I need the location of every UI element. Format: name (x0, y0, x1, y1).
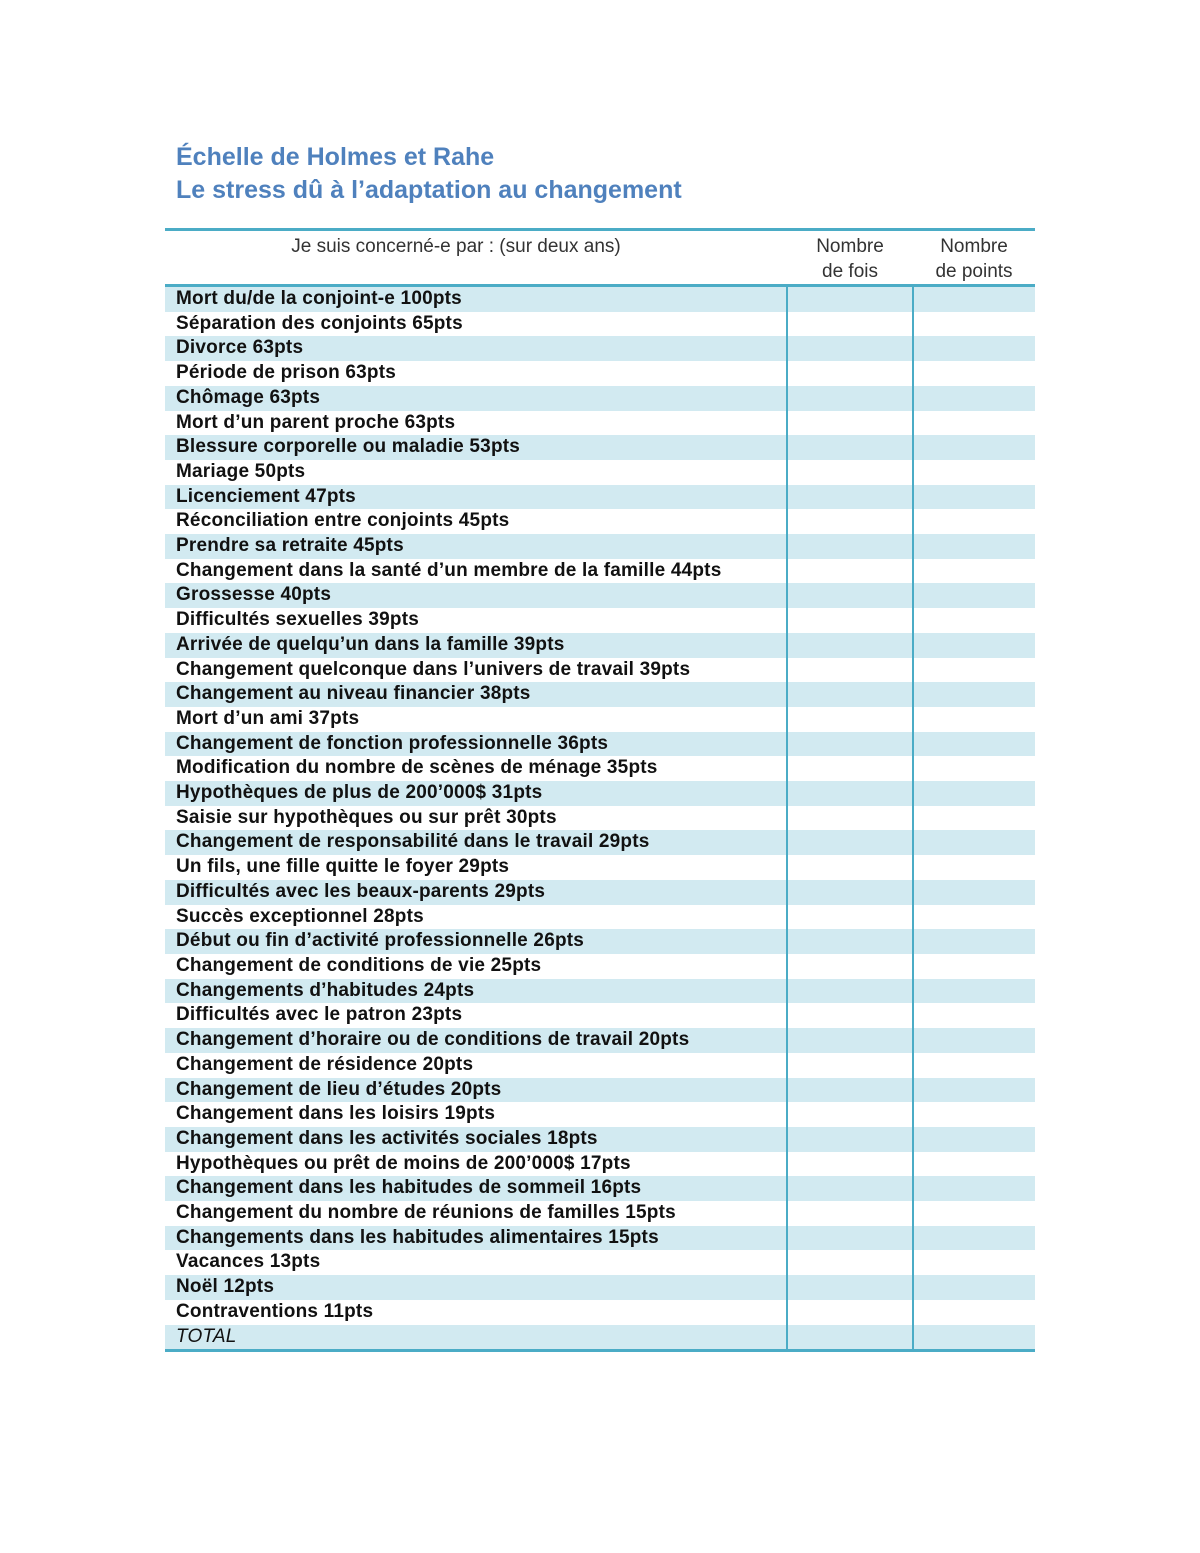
count-cell[interactable] (787, 534, 913, 559)
table-row (165, 312, 1035, 337)
table-row (165, 1275, 1035, 1300)
table-row (165, 286, 1035, 312)
points-cell[interactable] (913, 682, 1035, 707)
count-cell[interactable] (787, 435, 913, 460)
count-cell[interactable] (787, 1300, 913, 1325)
event-label: Changement au niveau financier 38pts (165, 682, 787, 707)
count-cell[interactable] (787, 559, 913, 584)
points-cell[interactable] (913, 1201, 1035, 1226)
table-row (165, 460, 1035, 485)
points-cell[interactable] (913, 1102, 1035, 1127)
table-row (165, 979, 1035, 1004)
event-label: Un fils, une fille quitte le foyer 29pts (165, 855, 787, 880)
table-row (165, 1078, 1035, 1103)
points-cell[interactable] (913, 435, 1035, 460)
points-cell[interactable] (913, 534, 1035, 559)
stress-scale-table (165, 228, 1035, 1352)
table-row (165, 830, 1035, 855)
count-cell[interactable] (787, 608, 913, 633)
event-label: Changement dans la santé d’un membre de la famille 44pts (165, 559, 787, 584)
count-cell[interactable] (787, 485, 913, 510)
header-points (913, 230, 1035, 286)
event-label: Vacances 13pts (165, 1250, 787, 1275)
count-cell[interactable] (787, 509, 913, 534)
points-cell[interactable] (913, 336, 1035, 361)
event-label: Changement de fonction professionnelle 36pts (165, 732, 787, 757)
count-cell[interactable] (787, 312, 913, 337)
count-cell[interactable] (787, 929, 913, 954)
total-row (165, 1325, 1035, 1351)
table-row (165, 386, 1035, 411)
table-row (165, 411, 1035, 436)
event-label: Arrivée de quelqu’un dans la famille 39pts (165, 633, 787, 658)
total-count-cell[interactable] (787, 1325, 913, 1351)
count-cell[interactable] (787, 1078, 913, 1103)
points-cell[interactable] (913, 411, 1035, 436)
event-label: Changement de conditions de vie 25pts (165, 954, 787, 979)
points-cell[interactable] (913, 707, 1035, 732)
table-row (165, 485, 1035, 510)
event-label: Succès exceptionnel 28pts (165, 905, 787, 930)
table-row (165, 435, 1035, 460)
table-row (165, 1201, 1035, 1226)
count-cell[interactable] (787, 1102, 913, 1127)
header-count-line-1: Nombre (816, 236, 884, 257)
points-cell[interactable] (913, 1053, 1035, 1078)
count-cell[interactable] (787, 880, 913, 905)
table-row (165, 1028, 1035, 1053)
points-cell[interactable] (913, 954, 1035, 979)
points-cell[interactable] (913, 583, 1035, 608)
points-cell[interactable] (913, 559, 1035, 584)
points-cell[interactable] (913, 608, 1035, 633)
table-row (165, 905, 1035, 930)
table-row (165, 361, 1035, 386)
table-row (165, 608, 1035, 633)
event-label: Début ou fin d’activité professionnelle 26pts (165, 929, 787, 954)
event-label: Changement de résidence 20pts (165, 1053, 787, 1078)
count-cell[interactable] (787, 1127, 913, 1152)
points-cell[interactable] (913, 1127, 1035, 1152)
event-label: Difficultés avec les beaux-parents 29pts (165, 880, 787, 905)
table-row (165, 707, 1035, 732)
count-cell[interactable] (787, 286, 913, 312)
points-cell[interactable] (913, 929, 1035, 954)
table-row (165, 954, 1035, 979)
table-row (165, 1176, 1035, 1201)
points-cell[interactable] (913, 855, 1035, 880)
table-row (165, 1250, 1035, 1275)
table-row (165, 534, 1035, 559)
header-count (787, 230, 913, 286)
count-cell[interactable] (787, 1226, 913, 1251)
event-label: Prendre sa retraite 45pts (165, 534, 787, 559)
count-cell[interactable] (787, 954, 913, 979)
points-cell[interactable] (913, 485, 1035, 510)
count-cell[interactable] (787, 1053, 913, 1078)
table-row (165, 583, 1035, 608)
table-row (165, 1300, 1035, 1325)
count-cell[interactable] (787, 658, 913, 683)
table-row (165, 658, 1035, 683)
table-row (165, 682, 1035, 707)
event-label: Difficultés avec le patron 23pts (165, 1003, 787, 1028)
event-label: Divorce 63pts (165, 336, 787, 361)
header-count-line-2: de fois (822, 261, 878, 282)
points-cell[interactable] (913, 286, 1035, 312)
count-cell[interactable] (787, 855, 913, 880)
count-cell[interactable] (787, 361, 913, 386)
points-cell[interactable] (913, 756, 1035, 781)
points-cell[interactable] (913, 1275, 1035, 1300)
header-event: Je suis concerné-e par : (sur deux ans) (165, 230, 787, 286)
event-label: Noël 12pts (165, 1275, 787, 1300)
points-cell[interactable] (913, 905, 1035, 930)
points-cell[interactable] (913, 312, 1035, 337)
count-cell[interactable] (787, 460, 913, 485)
count-cell[interactable] (787, 1152, 913, 1177)
header-points-line-1: Nombre (940, 236, 1008, 257)
points-cell[interactable] (913, 1003, 1035, 1028)
points-cell[interactable] (913, 781, 1035, 806)
count-cell[interactable] (787, 633, 913, 658)
event-label: Grossesse 40pts (165, 583, 787, 608)
points-cell[interactable] (913, 880, 1035, 905)
count-cell[interactable] (787, 682, 913, 707)
count-cell[interactable] (787, 781, 913, 806)
table-row (165, 929, 1035, 954)
event-label: Période de prison 63pts (165, 361, 787, 386)
table-row (165, 633, 1035, 658)
event-label: Changement dans les activités sociales 18pts (165, 1127, 787, 1152)
table-row (165, 781, 1035, 806)
event-label: Changement quelconque dans l’univers de travail 39pts (165, 658, 787, 683)
event-label: Difficultés sexuelles 39pts (165, 608, 787, 633)
points-cell[interactable] (913, 979, 1035, 1004)
event-label: Changement de lieu d’études 20pts (165, 1078, 787, 1103)
points-cell[interactable] (913, 732, 1035, 757)
event-label: Hypothèques de plus de 200’000$ 31pts (165, 781, 787, 806)
count-cell[interactable] (787, 1176, 913, 1201)
count-cell[interactable] (787, 583, 913, 608)
count-cell[interactable] (787, 1201, 913, 1226)
points-cell[interactable] (913, 509, 1035, 534)
total-label: TOTAL (165, 1325, 787, 1351)
total-points-cell[interactable] (913, 1325, 1035, 1351)
event-label: Changements d’habitudes 24pts (165, 979, 787, 1004)
count-cell[interactable] (787, 806, 913, 831)
event-label: Changement de responsabilité dans le travail 29pts (165, 830, 787, 855)
table-row (165, 756, 1035, 781)
count-cell[interactable] (787, 707, 913, 732)
event-label: Changement du nombre de réunions de familles 15pts (165, 1201, 787, 1226)
points-cell[interactable] (913, 1300, 1035, 1325)
points-cell[interactable] (913, 361, 1035, 386)
table-row (165, 336, 1035, 361)
header-points-line-2: de points (935, 261, 1013, 282)
table-header (165, 230, 1035, 286)
title-line-2: Le stress dû à l’adaptation au changement (176, 176, 682, 204)
points-cell[interactable] (913, 830, 1035, 855)
table-row (165, 1226, 1035, 1251)
event-label: Mort d’un ami 37pts (165, 707, 787, 732)
count-cell[interactable] (787, 830, 913, 855)
points-cell[interactable] (913, 386, 1035, 411)
count-cell[interactable] (787, 732, 913, 757)
event-label: Contraventions 11pts (165, 1300, 787, 1325)
points-cell[interactable] (913, 633, 1035, 658)
event-label: Chômage 63pts (165, 386, 787, 411)
points-cell[interactable] (913, 1152, 1035, 1177)
points-cell[interactable] (913, 460, 1035, 485)
table-row (165, 855, 1035, 880)
table-row (165, 559, 1035, 584)
count-cell[interactable] (787, 979, 913, 1004)
count-cell[interactable] (787, 1250, 913, 1275)
points-cell[interactable] (913, 1250, 1035, 1275)
points-cell[interactable] (913, 1226, 1035, 1251)
table-row (165, 1053, 1035, 1078)
count-cell[interactable] (787, 1028, 913, 1053)
event-label: Modification du nombre de scènes de ménage 35pts (165, 756, 787, 781)
table-row (165, 1102, 1035, 1127)
table-row (165, 806, 1035, 831)
event-label: Séparation des conjoints 65pts (165, 312, 787, 337)
table-row (165, 1003, 1035, 1028)
count-cell[interactable] (787, 756, 913, 781)
event-label: Blessure corporelle ou maladie 53pts (165, 435, 787, 460)
points-cell[interactable] (913, 1028, 1035, 1053)
event-label: Changement dans les loisirs 19pts (165, 1102, 787, 1127)
event-label: Mort du/de la conjoint-e 100pts (165, 286, 787, 312)
title-line-1: Échelle de Holmes et Rahe (176, 143, 495, 171)
event-label: Licenciement 47pts (165, 485, 787, 510)
points-cell[interactable] (913, 806, 1035, 831)
event-label: Hypothèques ou prêt de moins de 200’000$ 17pts (165, 1152, 787, 1177)
points-cell[interactable] (913, 658, 1035, 683)
event-label: Mariage 50pts (165, 460, 787, 485)
event-label: Saisie sur hypothèques ou sur prêt 30pts (165, 806, 787, 831)
count-cell[interactable] (787, 336, 913, 361)
table-body (165, 286, 1035, 1351)
table-row (165, 732, 1035, 757)
count-cell[interactable] (787, 905, 913, 930)
count-cell[interactable] (787, 1275, 913, 1300)
table-row (165, 509, 1035, 534)
event-label: Changements dans les habitudes alimentaires 15pts (165, 1226, 787, 1251)
count-cell[interactable] (787, 1003, 913, 1028)
count-cell[interactable] (787, 411, 913, 436)
points-cell[interactable] (913, 1078, 1035, 1103)
event-label: Mort d’un parent proche 63pts (165, 411, 787, 436)
table-row (165, 1127, 1035, 1152)
count-cell[interactable] (787, 386, 913, 411)
event-label: Réconciliation entre conjoints 45pts (165, 509, 787, 534)
table-row (165, 1152, 1035, 1177)
document-title (176, 141, 682, 207)
points-cell[interactable] (913, 1176, 1035, 1201)
event-label: Changement d’horaire ou de conditions de travail 20pts (165, 1028, 787, 1053)
table-row (165, 880, 1035, 905)
event-label: Changement dans les habitudes de sommeil 16pts (165, 1176, 787, 1201)
